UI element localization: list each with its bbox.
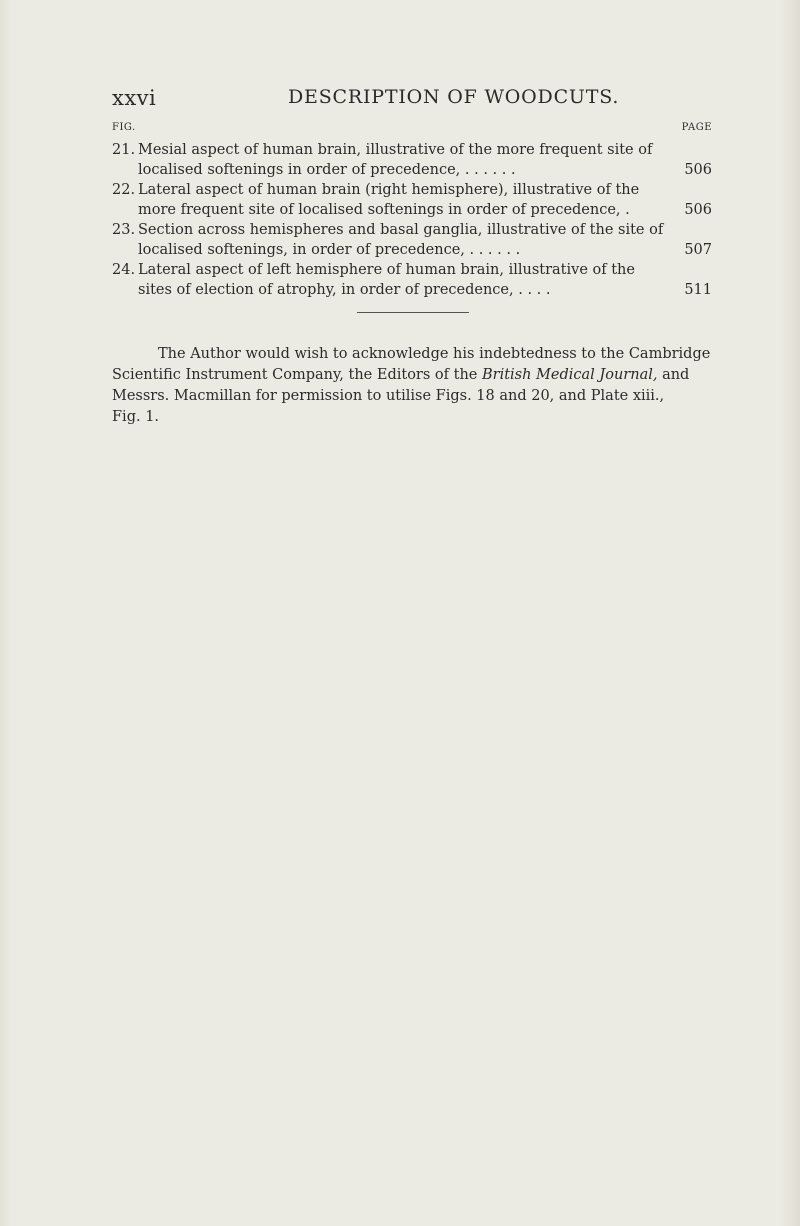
ack-text: and [657,367,690,383]
entry-text-line: sites of election of atrophy, in order of precedence, . . . . [138,282,551,298]
page-column-heading: PAGE [681,122,712,133]
entry-number: 23. [112,222,136,238]
column-headings [112,122,712,134]
ack-line [112,365,712,386]
page-header [112,86,712,110]
woodcut-list [112,140,712,300]
ack-text: Scientific Instrument Company, the Editors of the [112,367,482,383]
woodcut-entry [112,220,712,260]
acknowledgement-paragraph [112,344,712,428]
fig-column-heading: FIG. [112,122,136,133]
entry-text-line: Section across hemispheres and basal ganglia, illustrative of the site of [138,222,664,238]
entry-number: 24. [112,262,136,278]
woodcut-entry [112,260,712,300]
journal-title: British Medical Journal, [481,367,658,383]
entry-page: 511 [684,282,712,298]
entry-page: 507 [684,242,712,258]
ack-line: The Author would wish to acknowledge his indebtedness to the Cambridge [158,346,711,362]
entry-text-line: more frequent site of localised softenings in order of precedence, . [138,202,630,218]
section-divider [357,312,469,313]
entry-text-line: localised softenings, in order of precedence, . . . . . . [138,242,521,258]
woodcut-entry [112,180,712,220]
woodcut-entry [112,140,712,180]
running-title: DESCRIPTION OF WOODCUTS. [288,86,620,108]
entry-text-line: Lateral aspect of left hemisphere of human brain, illustrative of the [138,262,635,278]
entry-page: 506 [684,202,712,218]
page-number: xxvi [112,86,157,110]
ack-line: Fig. 1. [112,409,160,425]
entry-text-line: Lateral aspect of human brain (right hemisphere), illustrative of the [138,182,640,198]
entry-number: 21. [112,142,136,158]
ack-line: Messrs. Macmillan for permission to utilise Figs. 18 and 20, and Plate xiii., [112,388,665,404]
entry-text-line: localised softenings in order of precedence, . . . . . . [138,162,516,178]
entry-number: 22. [112,182,136,198]
entry-text-line: Mesial aspect of human brain, illustrative of the more frequent site of [138,142,653,158]
entry-page: 506 [684,162,712,178]
